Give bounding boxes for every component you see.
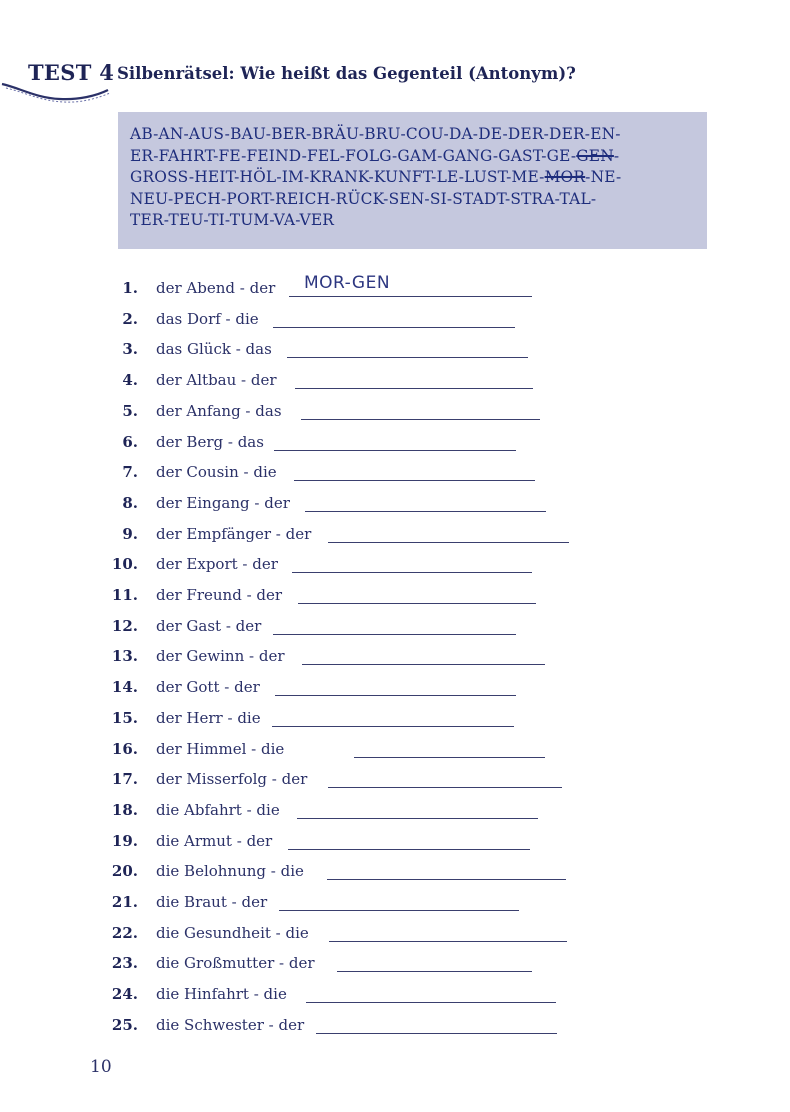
syllable-line: [130, 167, 697, 189]
exercise-row: [0, 669, 790, 699]
exercise-row: [0, 485, 790, 515]
syllable-line: [130, 124, 697, 146]
answer-blank[interactable]: [328, 787, 562, 788]
exercise-row: [0, 516, 790, 546]
exercise-row: [0, 945, 790, 975]
answer-blank[interactable]: [305, 511, 546, 512]
answer-blank[interactable]: [298, 603, 536, 604]
exercise-row: [0, 976, 790, 1006]
page-number: 10: [90, 1057, 112, 1077]
exercise-prompt: der Altbau - der: [156, 371, 277, 390]
exercise-row: [0, 731, 790, 761]
exercise-prompt: der Gast - der: [156, 616, 262, 635]
answer-blank[interactable]: [274, 450, 516, 451]
exercise-number: 22.: [111, 923, 138, 942]
exercise-prompt: die Hinfahrt - die: [156, 985, 287, 1004]
exercise-prompt: der Cousin - die: [156, 463, 277, 482]
exercise-row: [0, 301, 790, 331]
exercise-number: 15.: [111, 708, 138, 727]
answer-blank[interactable]: [297, 818, 538, 819]
exercise-prompt: der Anfang - das: [156, 401, 282, 420]
exercise-row: [0, 270, 790, 300]
exercise-row: [0, 792, 790, 822]
exercise-number: 1.: [122, 279, 138, 297]
exercise-number: 11.: [111, 586, 138, 604]
answer-blank[interactable]: [275, 695, 516, 696]
exercise-number: 8.: [122, 493, 138, 512]
syllable-line: [130, 189, 697, 211]
exercise-prompt: der Himmel - die: [156, 739, 285, 758]
exercise-prompt: die Armut - der: [156, 831, 273, 850]
exercise-prompt: der Herr - die: [156, 708, 261, 727]
answer-blank[interactable]: [292, 572, 532, 573]
exercise-number: 10.: [111, 555, 138, 574]
exercise-row: [0, 608, 790, 638]
answer-blank[interactable]: [288, 849, 530, 850]
syllable-line: [130, 210, 697, 232]
exercise-row: [0, 546, 790, 576]
exercise-row: [0, 393, 790, 423]
exercise-prompt: das Dorf - die: [156, 309, 259, 328]
exercise-row: [0, 577, 790, 607]
exercise-prompt: die Gesundheit - die: [156, 923, 309, 942]
exercise-number: 9.: [122, 524, 138, 543]
answer-blank[interactable]: [295, 388, 533, 389]
exercise-number: 2.: [122, 309, 138, 328]
exercise-prompt: die Braut - der: [156, 893, 268, 911]
exercise-number: 21.: [111, 893, 138, 911]
exercise-prompt: der Empfänger - der: [156, 524, 312, 543]
exercise-row: [0, 700, 790, 730]
exercise-row: [0, 853, 790, 883]
answer-blank[interactable]: [279, 910, 519, 911]
syllable-text: -: [613, 146, 620, 165]
syllable-text: AB-AN-AUS-BAU-BER-BRÄU-BRU-COU-DA-DE-DER-DER-EN-: [130, 125, 621, 143]
exercise-row: [0, 638, 790, 668]
exercise-prompt: die Abfahrt - die: [156, 800, 280, 819]
exercise-row: [0, 761, 790, 791]
syllable-text: NEU-PECH-PORT-REICH-RÜCK-SEN-SI-STADT-STRA-TAL-: [130, 189, 597, 208]
struck-syllable: MOR: [544, 168, 586, 186]
exercise-prompt: der Misserfolg - der: [156, 770, 308, 789]
answer-blank[interactable]: [328, 542, 569, 543]
exercise-prompt: die Schwester - der: [156, 1015, 305, 1034]
exercise-number: 3.: [122, 340, 138, 359]
exercise-prompt: die Belohnung - die: [156, 862, 304, 881]
exercise-prompt: der Gott - der: [156, 678, 260, 697]
exercise-prompt: die Großmutter - der: [156, 954, 315, 973]
exercise-number: 16.: [111, 739, 138, 758]
answer-blank[interactable]: [273, 327, 515, 328]
exercise-number: 24.: [111, 985, 138, 1004]
exercise-number: 14.: [111, 678, 138, 697]
exercise-prompt: der Gewinn - der: [156, 647, 285, 666]
syllable-box: [118, 112, 707, 249]
answer-blank[interactable]: [316, 1033, 557, 1034]
exercise-number: 12.: [111, 616, 138, 635]
exercise-number: 23.: [111, 954, 138, 973]
exercise-number: 25.: [111, 1015, 138, 1034]
exercise-number: 4.: [122, 371, 138, 390]
exercise-number: 18.: [111, 800, 138, 819]
answer-blank[interactable]: [306, 1002, 556, 1003]
exercise-number: 6.: [122, 432, 138, 451]
answer-blank[interactable]: [272, 726, 514, 727]
answer-blank[interactable]: [354, 757, 545, 758]
syllable-text: TER-TEU-TI-TUM-VA-VER: [130, 211, 335, 229]
test-label: TEST 4: [28, 60, 115, 85]
exercise-number: 19.: [111, 831, 138, 850]
exercise-row: [0, 884, 790, 914]
handwritten-answer: MOR-GEN: [304, 273, 391, 293]
exercise-prompt: der Berg - das: [156, 432, 264, 451]
answer-blank[interactable]: [287, 357, 528, 358]
exercise-row: [0, 823, 790, 853]
answer-blank[interactable]: [301, 419, 540, 420]
exercise-row: [0, 424, 790, 454]
exercise-row: [0, 915, 790, 945]
exercise-prompt: das Glück - das: [156, 340, 272, 359]
exercise-number: 17.: [111, 770, 138, 789]
answer-blank[interactable]: [327, 879, 566, 880]
exercise-row: [0, 1007, 790, 1037]
answer-blank[interactable]: [294, 480, 535, 481]
answer-blank[interactable]: [302, 664, 545, 665]
syllable-text: -NE-: [585, 168, 622, 186]
exercise-number: 13.: [111, 647, 138, 666]
exercise-row: [0, 454, 790, 484]
answer-blank[interactable]: [337, 971, 532, 972]
exercise-prompt: der Export - der: [156, 555, 278, 574]
answer-blank[interactable]: [289, 296, 532, 297]
exercise-row: [0, 362, 790, 392]
answer-blank[interactable]: [329, 941, 567, 942]
syllable-text: ER-FAHRT-FE-FEIND-FEL-FOLG-GAM-GANG-GAST-GE-: [130, 146, 577, 165]
exercise-prompt: der Freund - der: [156, 586, 283, 604]
struck-syllable: GEN: [576, 146, 614, 165]
test-title: Silbenrätsel: Wie heißt das Gegenteil (Antonym)?: [117, 64, 576, 83]
exercise-prompt: der Eingang - der: [156, 493, 290, 512]
exercise-number: 7.: [122, 463, 138, 482]
exercise-number: 20.: [111, 862, 138, 881]
syllable-text: GROSS-HEIT-HÖL-IM-KRANK-KUNFT-LE-LUST-ME-: [130, 168, 545, 186]
exercise-row: [0, 331, 790, 361]
syllable-line: [130, 146, 697, 168]
exercise-prompt: der Abend - der: [156, 279, 276, 297]
answer-blank[interactable]: [273, 634, 516, 635]
exercise-number: 5.: [122, 401, 138, 420]
